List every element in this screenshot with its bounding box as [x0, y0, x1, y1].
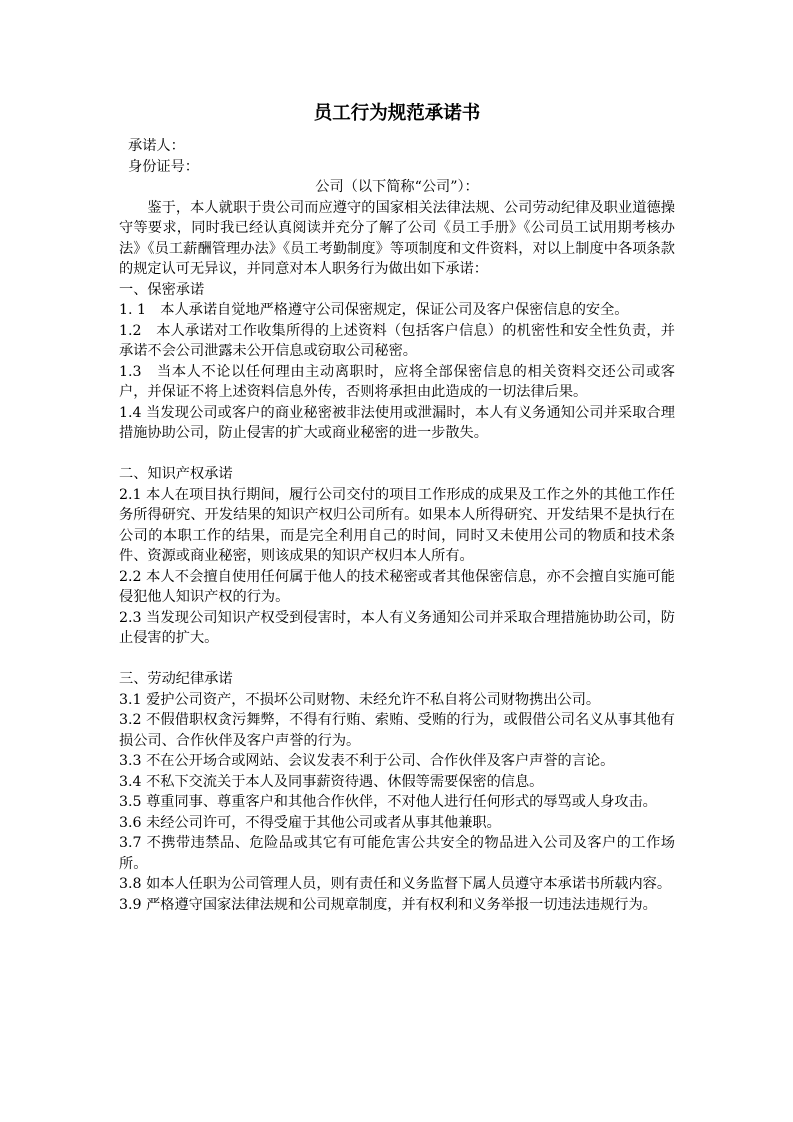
labor-discipline-list [119, 690, 675, 916]
section-spacer [119, 649, 675, 670]
list-item: 3.9 严格遵守国家法律法规和公司规章制度，并有权利和义务举报一切违法违规行为。 [119, 896, 657, 913]
section-title-confidentiality: 一、保密承诺 [119, 281, 205, 298]
promisor-label: 承诺人： [128, 138, 185, 154]
list-item: 3.7 不携带违禁品、危险品或其它有可能危害公共安全的物品进入公司及客户的工作场所。 [119, 835, 675, 872]
list-item: 1. 1 本人承诺自觉地严格遵守公司保密规定，保证公司及客户保密信息的安全。 [119, 302, 629, 318]
document-title: 员工行为规范承诺书 [313, 103, 481, 124]
list-item: 3.5 尊重同事、尊重客户和其他合作伙伴，不对他人进行任何形式的辱骂或人身攻击。 [119, 794, 657, 810]
list-item: 3.1 爱护公司资产，不损坏公司财物、未经允许不私自将公司财物携出公司。 [119, 691, 601, 708]
list-item: 3.2 不假借职权贪污舞弊，不得有行贿、索贿、受贿的行为，或假借公司名义从事其他有损公司、合作伙伴及客户声誉的行为。 [119, 712, 675, 749]
list-item: 2.1 本人在项目执行期间，履行公司交付的项目工作形成的成果及工作之外的其他工作任务所得研究、开发结果的知识产权归公司所有。如果本人所得研究、开发结果不是执行在公司的本职工作的结果，而是完全利用自己的时间，同时又未使用公司的物质和技术条件、资源或商业秘密，则该成果的知识产权归本人所有。 [119, 486, 675, 564]
company-line: 公司（以下简称“公司”）： [315, 179, 479, 195]
confidentiality-list [119, 300, 675, 444]
list-item: 3.3 不在公开场合或网站、会议发表不利于公司、合作伙伴及客户声誉的言论。 [119, 753, 615, 769]
intro-paragraph: 鉴于，本人就职于贵公司而应遵守的国家相关法律法规、公司劳动纪律及职业道德操守等要求，同时我已经认真阅读并充分了解了公司《员工手册》《公司员工试用期考核办法》《员工薪酬管理办法》《员工考勤制度》等项制度和文件资料，对以上制度中各项条款的规定认可无异议，并同意对本人职务行为做出如下承诺： [119, 199, 675, 277]
list-item: 3.8 如本人任职为公司管理人员，则有责任和义务监督下属人员遵守本承诺书所载内容。 [119, 876, 672, 892]
section-title-labor-discipline: 三、劳动纪律承诺 [119, 671, 233, 687]
id-number-label: 身份证号： [128, 158, 199, 175]
list-item: 2.3 当发现公司知识产权受到侵害时，本人有义务通知公司并采取合理措施协助公司，防止侵害的扩大。 [119, 609, 675, 646]
list-item: 1.4 当发现公司或客户的商业秘密被非法使用或泄漏时，本人有义务通知公司并采取合理措施协助公司，防止侵害的扩大或商业秘密的进一步散失。 [119, 404, 675, 441]
list-item: 3.4 不私下交流关于本人及同事薪资待遇、休假等需要保密的信息。 [119, 773, 544, 790]
list-item: 1.3 当本人不论以任何理由主动离职时，应将全部保密信息的相关资料交还公司或客户，并保证不将上述资料信息外传，否则将承担由此造成的一切法律后果。 [119, 363, 675, 400]
intellectual-property-list [119, 485, 675, 649]
list-item: 2.2 本人不会擅自使用任何属于他人的技术秘密或者其他保密信息，亦不会擅自实施可能侵犯他人知识产权的行为。 [119, 568, 675, 605]
list-item: 3.6 未经公司许可，不得受雇于其他公司或者从事其他兼职。 [119, 814, 501, 831]
list-item: 1.2 本人承诺对工作收集所得的上述资料（包括客户信息）的机密性和安全性负责，并承诺不会公司泄露未公开信息或窃取公司秘密。 [119, 322, 675, 359]
section-spacer [119, 444, 675, 465]
section-title-intellectual-property: 二、知识产权承诺 [119, 466, 233, 482]
document-page [119, 100, 675, 915]
